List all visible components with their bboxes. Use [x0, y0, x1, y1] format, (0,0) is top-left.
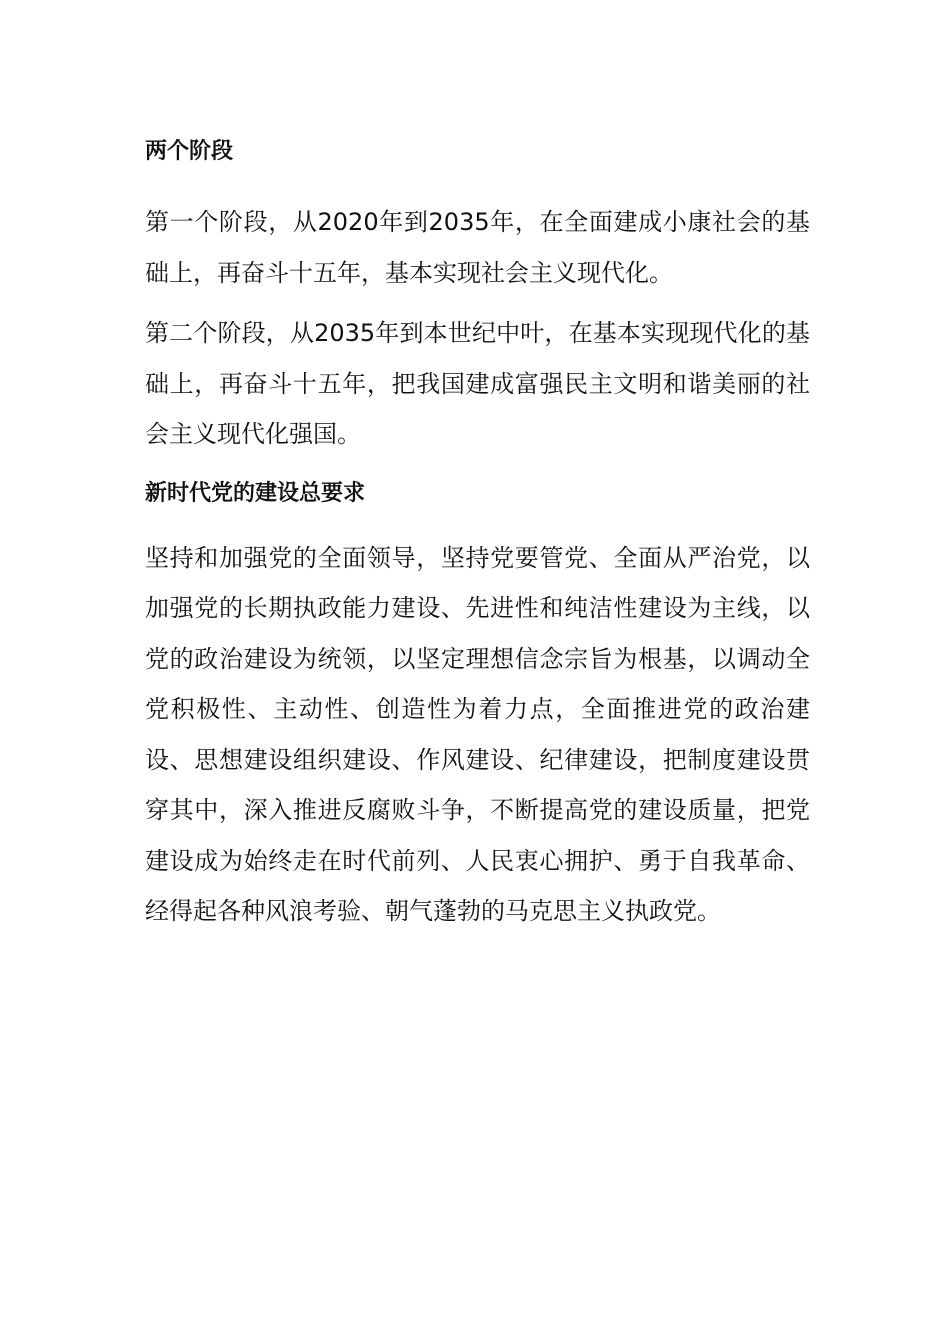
paragraph-party-building-requirements: 坚持和加强党的全面领导，坚持党要管党、全面从严治党，以加强党的长期执政能力建设、先进性和纯洁性建设为主线，以党的政治建设为统领，以坚定理想信念宗旨为根基，以调动全党积极性、主动性、创造性为着力点，全面推进党的政治建设、思想建设组织建设、作风建设、纪律建设，把制度建设贯穿其中，深入推进反腐败斗争，不断提高党的建设质量，把党建设成为始终走在时代前列、人民衷心拥护、勇于自我革命、经得起各种风浪考验、朝气蓬勃的马克思主义执政党。: [145, 543, 810, 925]
document-body: [145, 132, 810, 937]
section-heading-party-building: 新时代党的建设总要求: [145, 480, 366, 506]
paragraph-second-stage: 第二个阶段，从2035年到本世纪中叶，在基本实现现代化的基础上，再奋斗十五年，把我国建成富强民主文明和谐美丽的社会主义现代化强国。: [145, 319, 810, 448]
paragraph-first-stage: 第一个阶段，从2020年到2035年，在全面建成小康社会的基础上，再奋斗十五年，基本实现社会主义现代化。: [145, 208, 810, 287]
section-heading-two-stages: 两个阶段: [145, 139, 234, 164]
